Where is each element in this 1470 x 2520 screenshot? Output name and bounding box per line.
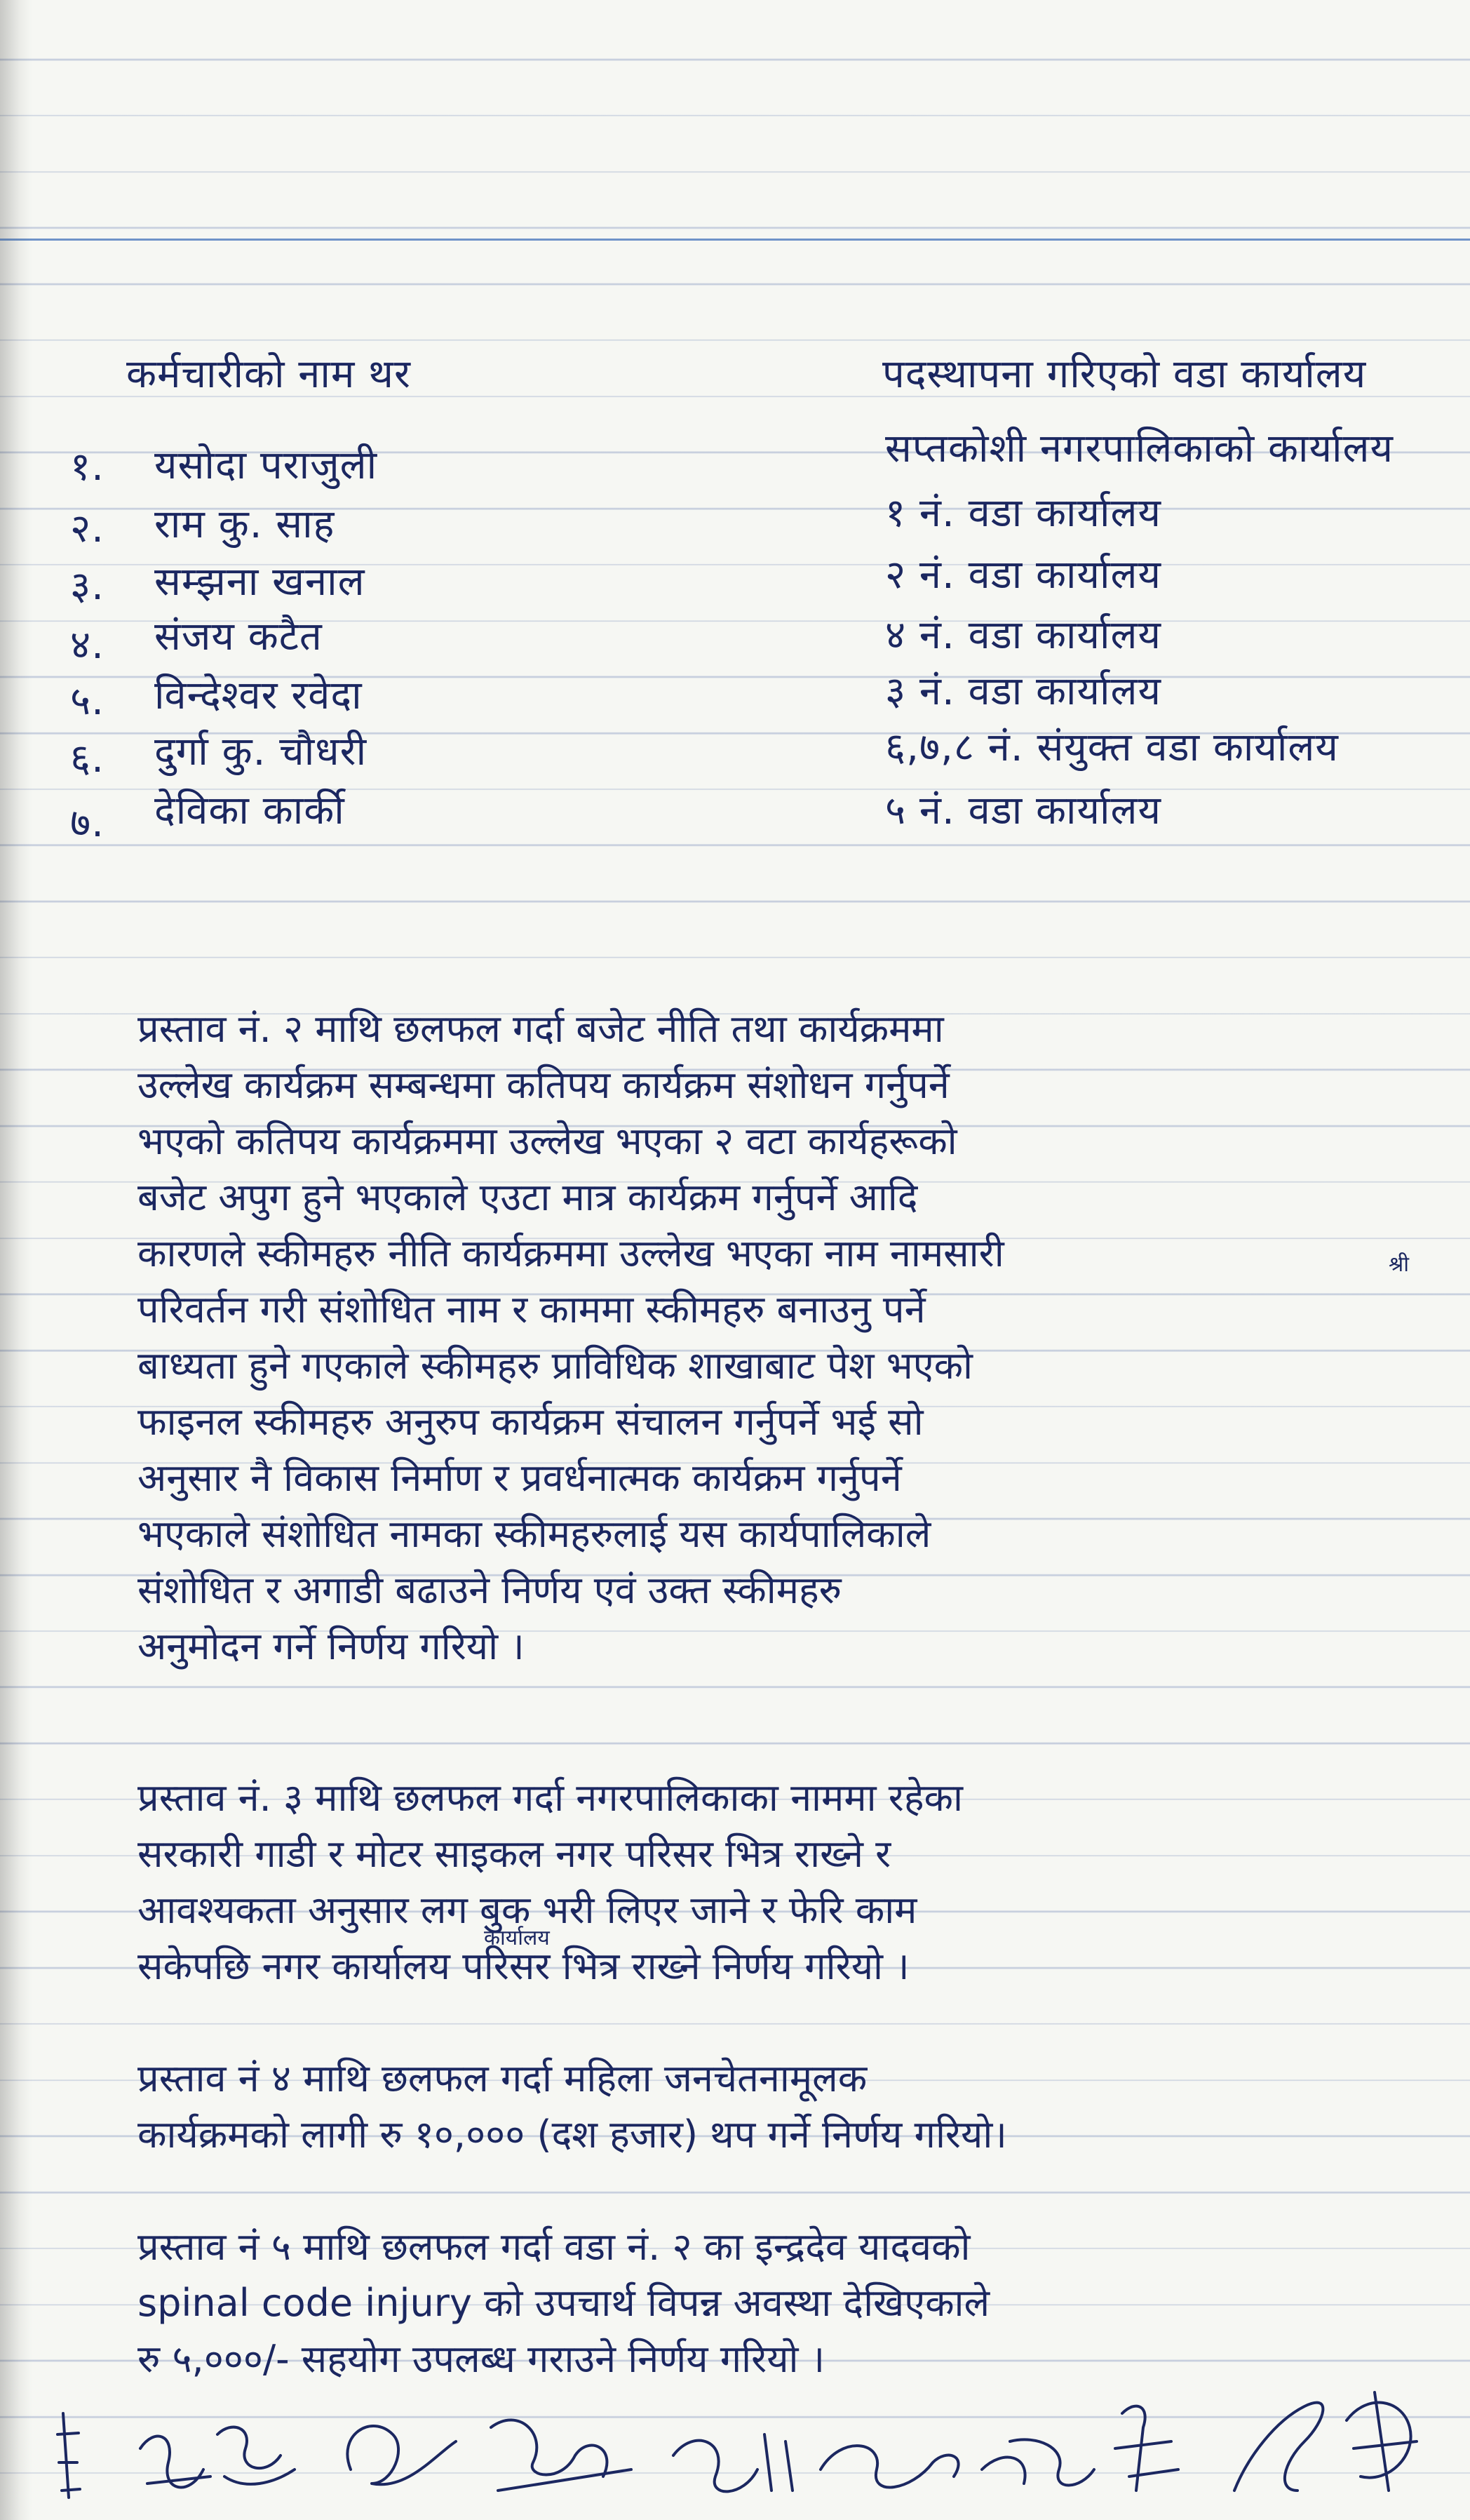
paragraph-line: उल्लेख कार्यक्रम सम्बन्धमा कतिपय कार्यक्रम संशोधन गर्नुपर्ने [137,1063,950,1107]
staff-office: सप्तकोशी नगरपालिकाको कार्यालय [885,426,1394,471]
signature-mark [982,2439,1094,2485]
paragraph-line: कारणले स्कीमहरु नीति कार्यक्रममा उल्लेख भएका नाम नामसारी [137,1231,1004,1275]
staff-name: सम्झना खनाल [154,559,365,605]
staff-list [0,0,1470,846]
staff-office: ३ नं. वडा कार्यालय [885,669,1161,714]
paragraph-line: spinal code injury को उपचार्थ विपन्न अवस्था देखिएकाले [137,2281,990,2325]
staff-office: २ नं. वडा कार्यालय [885,552,1161,598]
signature-mark [217,2427,295,2484]
proposal-4-paragraph [137,2051,1428,2163]
staff-name: राम कु. साह [154,502,335,547]
paragraph-line: आवश्यकता अनुसार लग बुक भरी लिएर जाने र फेरि काम [137,1888,917,1932]
insertion-note-karyalaya: कार्यालय [484,1926,550,1950]
signature-mark [491,2420,631,2491]
staff-number: ३. [70,563,104,609]
paragraph-line: प्रस्ताव नं. २ माथि छलफल गर्दा बजेट नीति तथा कार्यक्रममा [137,1007,944,1051]
staff-number: ६. [70,736,104,782]
signature-mark [1115,2406,1178,2491]
paragraph-line: सकेपछि नगर कार्यालय परिसर भित्र राख्ने निर्णय गरियो । [137,1944,910,1988]
paragraph-line: संशोधित र अगाडी बढाउने निर्णय एवं उक्त स्कीमहरु [137,1568,842,1612]
staff-name: संजय कटैत [154,614,323,659]
paragraph-line: फाइनल स्कीमहरु अनुरुप कार्यक्रम संचालन गर्नुपर्ने भई सो [137,1400,924,1444]
paragraph-line: परिवर्तन गरी संशोधित नाम र काममा स्कीमहरु बनाउनु पर्ने [137,1287,926,1332]
paragraph-line: बाध्यता हुने गएकाले स्कीमहरु प्राविधिक शाखाबाट पेश भएको [137,1343,973,1388]
paragraph-line: प्रस्ताव नं. ३ माथि छलफल गर्दा नगरपालिकाका नाममा रहेका [137,1776,963,1820]
paragraph-line: अनुमोदन गर्ने निर्णय गरियो । [137,1624,525,1668]
staff-office: ४ नं. वडा कार्यालय [885,612,1161,658]
paragraph-line: कार्यक्रमको लागी रु १०,००० (दश हजार) थप गर्ने निर्णय गरियो। [137,2112,1007,2157]
signature-mark [821,2446,959,2487]
proposal-3-paragraph [137,1770,1428,1995]
header-employee-name: कर्मचारीको नाम थर [126,351,411,397]
staff-office: १ नं. वडा कार्यालय [885,490,1161,536]
signature-mark [347,2426,456,2484]
signature-mark [1347,2392,1417,2491]
signature-mark [673,2434,793,2491]
staff-name: यसोदा पराजुली [154,443,378,488]
staff-number: २. [70,506,104,551]
signature-mark [1234,2403,1323,2491]
paragraph-line: अनुसार नै विकास निर्माण र प्रवर्धनात्मक कार्यक्रम गर्नुपर्ने [137,1456,902,1500]
insertion-note-shri: श्री [1389,1252,1410,1277]
staff-number: १. [70,444,104,490]
staff-office: ५ नं. वडा कार्यालय [885,788,1161,833]
signature-mark [58,2413,80,2498]
signatures-row [42,2350,1445,2519]
paragraph-line: रु ५,०००/- सहयोग उपलब्ध गराउने निर्णय गरियो । [137,2337,825,2381]
paragraph-line: भएकाले संशोधित नामका स्कीमहरुलाई यस कार्यपालिकाले [137,1512,931,1556]
paragraph-line: सरकारी गाडी र मोटर साइकल नगर परिसर भित्र राख्ने र [137,1832,891,1876]
staff-office: ६,७,८ नं. संयुक्त वडा कार्यालय [885,725,1339,770]
staff-name: विन्देश्वर रवेदा [154,673,363,718]
paragraph-line: बजेट अपुग हुने भएकाले एउटा मात्र कार्यक्रम गर्नुपर्ने आदि [137,1175,918,1219]
staff-number: ४. [70,622,104,668]
signature-mark [140,2437,210,2488]
staff-number: ७. [70,800,104,846]
staff-number: ५. [70,678,104,724]
proposal-2-paragraph [137,1001,1428,1675]
staff-name: देविका कार्की [154,788,345,833]
paragraph-line: प्रस्ताव नं ४ माथि छलफल गर्दा महिला जनचेतनामूलक [137,2056,868,2100]
staff-name: दुर्गा कु. चौधरी [154,729,368,775]
signature-scribbles [42,2350,1445,2519]
paragraph-line: भएको कतिपय कार्यक्रममा उल्लेख भएका २ वटा कार्यहरूको [137,1119,957,1163]
paragraph-line: प्रस्ताव नं ५ माथि छलफल गर्दा वडा नं. २ का इन्द्रदेव यादवको [137,2225,971,2269]
header-assigned-office: पदस्थापना गरिएको वडा कार्यालय [882,351,1367,397]
